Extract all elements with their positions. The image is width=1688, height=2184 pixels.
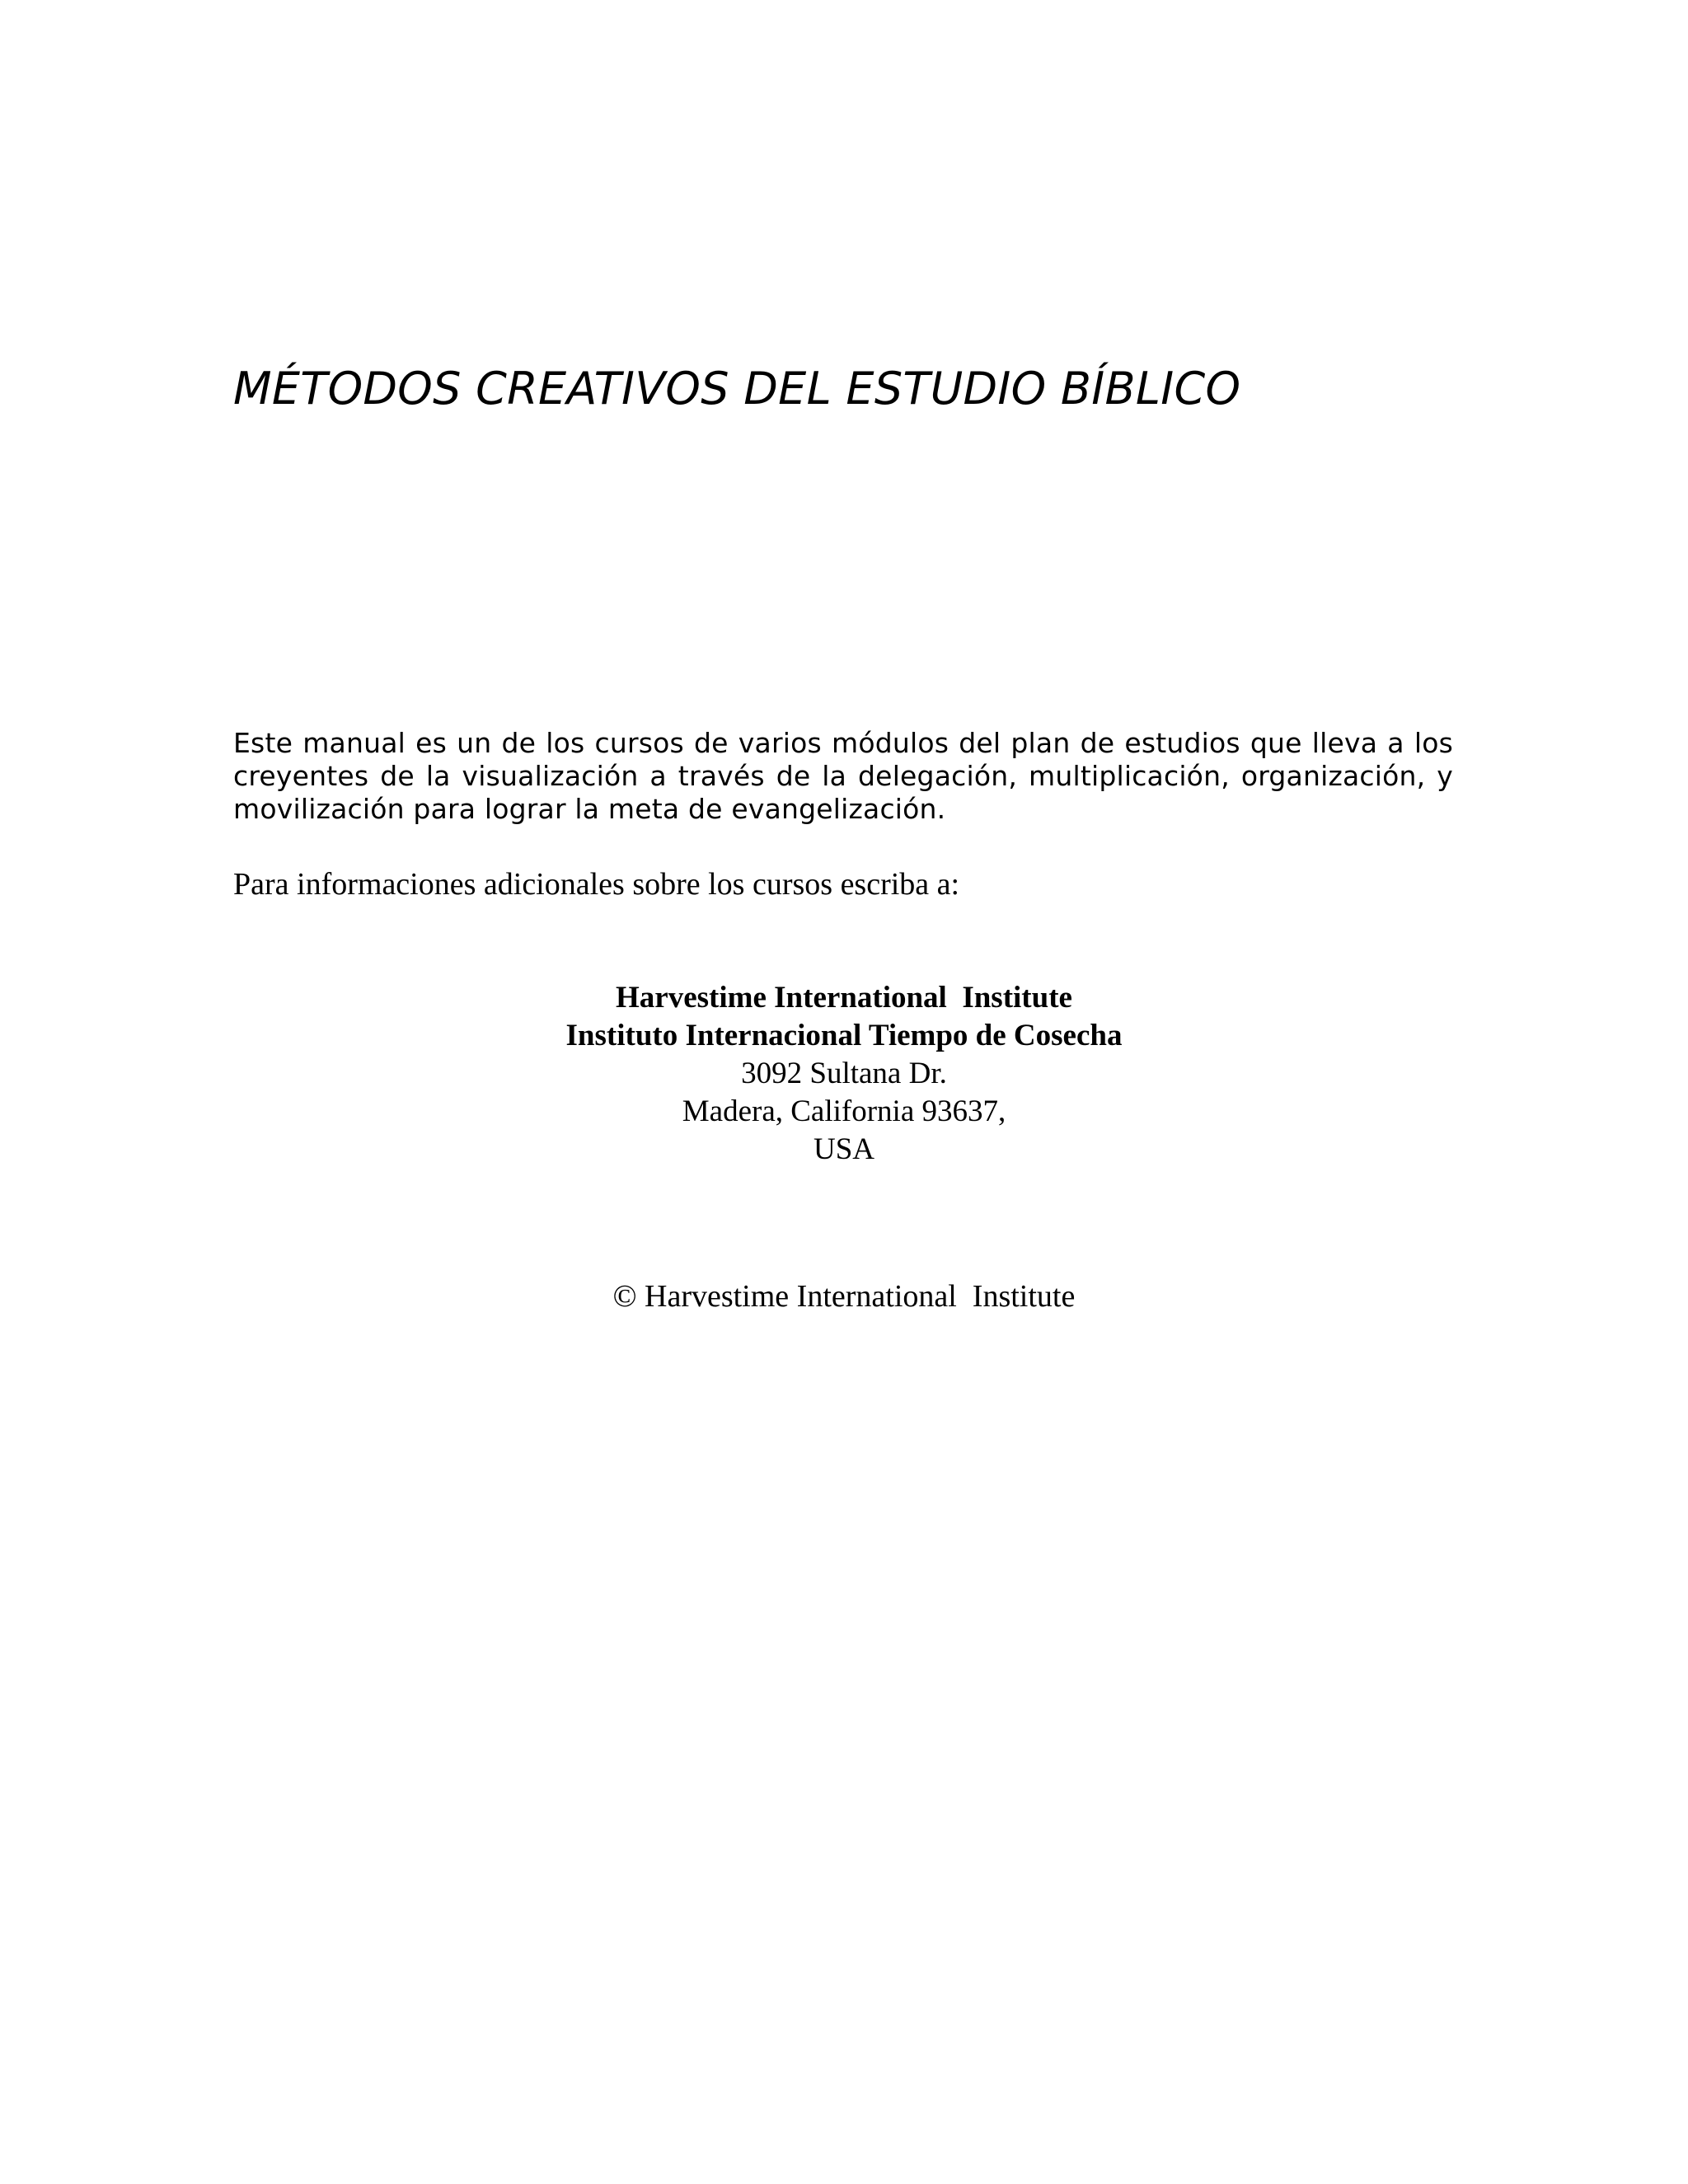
street-address: 3092 Sultana Dr. xyxy=(741,1057,947,1090)
organization-name-spanish: Instituto Internacional Tiempo de Cosecha xyxy=(565,1019,1123,1052)
intro-paragraph: Este manual es un de los cursos de varios módulos del plan de estudios que lleva a los creyentes de la visualización a través de la delegación, multiplicación, organización, y movilización para lograr la meta de evangelización. xyxy=(233,727,1453,825)
country: USA xyxy=(813,1132,875,1166)
copyright-notice: © Harvestime International Institute xyxy=(612,1279,1076,1314)
city-state-zip: Madera, California 93637, xyxy=(682,1094,1006,1128)
page-title: MÉTODOS CREATIVOS DEL ESTUDIO BÍBLICO xyxy=(233,363,1241,415)
organization-name-english: Harvestime International Institute xyxy=(616,981,1072,1015)
mailing-address xyxy=(0,979,1688,1169)
contact-note: Para informaciones adicionales sobre los cursos escriba a: xyxy=(233,867,960,902)
